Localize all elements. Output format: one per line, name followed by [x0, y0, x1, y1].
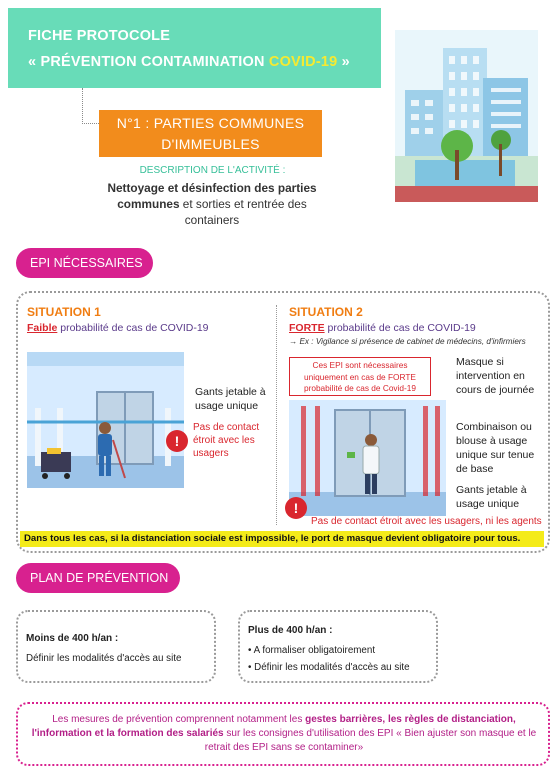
- situation1-contact: Pas de contact étroit avec les usagers: [193, 422, 260, 459]
- plan-box-under-400: [16, 610, 216, 683]
- arrow-right-icon: →: [289, 337, 300, 346]
- warning-icon: !: [285, 497, 307, 519]
- situations-divider: [276, 305, 277, 525]
- plan-box-over-400: [238, 610, 438, 683]
- plan1-title: Moins de 400 h/an :: [26, 633, 119, 644]
- header-banner: [8, 8, 381, 88]
- situation2-contact: Pas de contact étroit avec les usagers, ni les agents: [311, 516, 542, 527]
- topic-line1: N°1 : PARTIES COMMUNES: [116, 115, 305, 131]
- footer-bold: gestes barrières, les règles de distanciation, l'information et la formation des salariés: [31, 714, 516, 739]
- situation2-example-text: Ex : Vigilance si présence de cabinet de médecins, d'infirmiers: [299, 337, 526, 346]
- situation2-prob-rest: probabilité de cas de COVID-19: [324, 322, 476, 334]
- epi-heading: EPI NÉCESSAIRES: [16, 248, 153, 278]
- mask-notice: Dans tous les cas, si la distanciation sociale est impossible, le port de masque devient obligatoire pour tous.: [20, 531, 544, 547]
- situation1-prob-word: Faible: [27, 322, 58, 334]
- header-line2-suffix: »: [337, 54, 350, 70]
- situation2-masque: Masque si intervention en cours de journée: [456, 356, 535, 396]
- plan-heading: PLAN DE PRÉVENTION: [16, 563, 180, 593]
- situation1-prob-rest: probabilité de cas de COVID-19: [57, 322, 209, 334]
- situation2-gants: Gants jetable à usage unique: [456, 484, 527, 510]
- situation2-combinaison: Combinaison ou blouse à usage unique sur tenue de base: [456, 421, 535, 475]
- situation2-example: [289, 337, 545, 346]
- topic-box: [99, 110, 322, 157]
- plan2-item: Définir les modalités d'accès au site: [254, 662, 410, 673]
- footer-part1: Les mesures de prévention comprennent notamment les: [52, 714, 306, 725]
- situation2-prob-word: FORTE: [289, 322, 325, 334]
- situation2-title: SITUATION 2: [289, 305, 363, 319]
- city-buildings-illustration: [395, 30, 538, 202]
- doctor-elevator-illustration: [289, 400, 446, 516]
- plan2-title: Plus de 400 h/an :: [248, 625, 333, 636]
- connector-line: [82, 88, 99, 124]
- description-text: [96, 180, 328, 228]
- plan2-list-item: • A formaliser obligatoirement: [248, 645, 376, 656]
- header-line1: FICHE PROTOCOLE: [28, 28, 171, 44]
- situation1-gants: Gants jetable à usage unique: [195, 386, 266, 412]
- warning-icon: !: [166, 430, 188, 452]
- header-line2: [28, 54, 350, 70]
- situation2-probability: [289, 322, 476, 334]
- topic-line2: D'IMMEUBLES: [161, 136, 260, 152]
- plan2-item: A formaliser obligatoirement: [253, 645, 376, 656]
- plan1-item: Définir les modalités d'accès au site: [26, 653, 182, 664]
- footer-part2: sur les consignes d'utilisation des EPI « Bien ajuster son masque et le retrait des EPI sans se contaminer»: [204, 728, 537, 753]
- description-bold: Nettoyage et désinfection des parties communes: [107, 181, 317, 211]
- header-covid-highlight: COVID-19: [268, 54, 338, 70]
- cleaning-hallway-illustration: [27, 352, 184, 488]
- situation1-probability: [27, 322, 209, 334]
- footer-box: [16, 702, 550, 766]
- description-label: DESCRIPTION DE L'ACTIVITÉ :: [139, 165, 286, 176]
- situation1-title: SITUATION 1: [27, 305, 101, 319]
- footer-text: [28, 713, 540, 755]
- description-rest: et sorties et rentrée des containers: [179, 197, 307, 227]
- header-line2-prefix: « PRÉVENTION CONTAMINATION: [28, 54, 269, 70]
- plan2-list-item: • Définir les modalités d'accès au site: [248, 662, 410, 673]
- situation2-warning-box: Ces EPI sont nécessaires uniquement en cas de FORTE probabilité de cas de Covid-19: [289, 357, 431, 396]
